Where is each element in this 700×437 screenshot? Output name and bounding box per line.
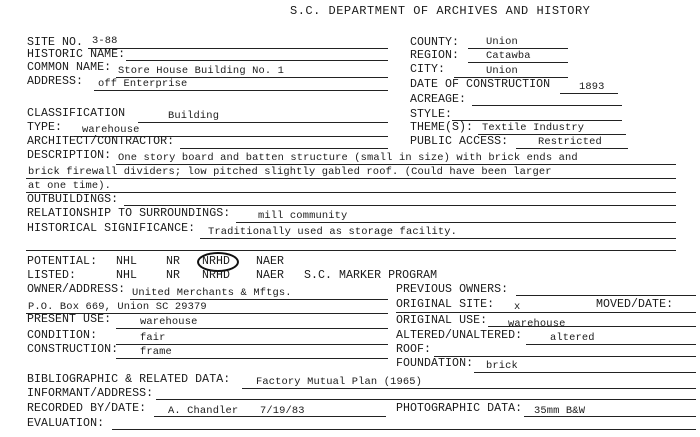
relationship-value: mill community (258, 210, 348, 222)
original-site-label: ORIGINAL SITE: (396, 298, 495, 311)
address-label: ADDRESS: (27, 75, 84, 88)
original-use-label: ORIGINAL USE: (396, 314, 488, 327)
previous-owners-line-2 (396, 312, 696, 313)
foundation-value: brick (486, 360, 518, 372)
date-of-construction-line (560, 93, 618, 94)
county-value: Union (486, 36, 518, 48)
photographic-label: PHOTOGRAPHIC DATA: (396, 402, 523, 415)
informant-label: INFORMANT/ADDRESS: (27, 387, 154, 400)
bibliographic-label: BIBLIOGRAPHIC & RELATED DATA: (27, 373, 231, 386)
agency-header: S.C. DEPARTMENT OF ARCHIVES AND HISTORY (290, 4, 591, 18)
significance-label: HISTORICAL SIGNIFICANCE: (27, 222, 196, 235)
owner-line-2: P.O. Box 669, Union SC 29379 (28, 301, 207, 313)
altered-line (526, 344, 696, 345)
address-value: off Enterprise (98, 78, 188, 90)
address-line (94, 90, 388, 91)
potential-nrhd: NRHD (202, 255, 231, 268)
owner-underline-1 (130, 299, 388, 300)
significance-value: Traditionally used as storage facility. (208, 226, 458, 238)
evaluation-label: EVALUATION: (27, 417, 105, 430)
original-site-value: x (514, 301, 521, 313)
construction-line (116, 358, 388, 359)
previous-owners-line (516, 295, 696, 296)
original-use-value: warehouse (508, 318, 566, 330)
style-line (452, 120, 622, 121)
recorded-date-value: 7/19/83 (260, 405, 305, 417)
description-line-3: at one time). (28, 180, 112, 192)
photographic-value: 35mm B&W (534, 405, 586, 417)
region-line (468, 62, 568, 63)
description-line-1: One story board and batten structure (small in size) with brick ends and (118, 152, 578, 164)
informant-line (156, 399, 696, 400)
site-no-value: 3-88 (92, 35, 118, 47)
significance-line (200, 238, 676, 239)
listed-nr: NR (166, 269, 181, 282)
construction-label: CONSTRUCTION: (27, 343, 119, 356)
present-use-label: PRESENT USE: (27, 313, 112, 326)
acreage-label: ACREAGE: (410, 93, 467, 106)
acreage-line (472, 105, 622, 106)
owner-address-label: OWNER/ADDRESS: (27, 283, 126, 296)
description-line-2: brick firewall dividers; low pitched slightly gabled roof. (Could have been larger (28, 166, 552, 178)
common-name-label: COMMON NAME: (27, 61, 112, 74)
relationship-label: RELATIONSHIP TO SURROUNDINGS: (27, 207, 231, 220)
themes-value: Textile Industry (482, 122, 585, 134)
type-value: warehouse (82, 124, 140, 136)
historic-name-label: HISTORIC NAME: (27, 48, 126, 61)
themes-label: THEME(S): (410, 121, 474, 134)
listed-sc-marker-program: S.C. MARKER PROGRAM (304, 269, 438, 282)
construction-value: frame (140, 346, 172, 358)
roof-label: ROOF: (396, 343, 432, 356)
description-label: DESCRIPTION: (27, 149, 112, 162)
altered-label: ALTERED/UNALTERED: (396, 329, 523, 342)
condition-label: CONDITION: (27, 329, 98, 342)
site-no-label: SITE NO. (27, 36, 84, 49)
city-label: CITY: (410, 63, 446, 76)
altered-value: altered (550, 332, 595, 344)
potential-nr: NR (166, 255, 181, 268)
architect-line (180, 148, 388, 149)
description-underline-1 (116, 164, 676, 165)
classification-line (138, 122, 388, 123)
foundation-line (474, 372, 696, 373)
evaluation-line (112, 429, 696, 430)
owner-line-1: United Merchants & Mftgs. (132, 287, 292, 299)
historic-name-line (126, 60, 388, 61)
listed-naer: NAER (256, 269, 285, 282)
listed-nhl: NHL (116, 269, 138, 282)
outbuildings-label: OUTBUILDINGS: (27, 193, 119, 206)
architect-label: ARCHITECT/CONTRACTOR: (27, 135, 175, 148)
photographic-line (524, 416, 696, 417)
classification-label: CLASSIFICATION (27, 107, 126, 120)
moved-date-label: MOVED/DATE: (596, 298, 674, 311)
listed-label: LISTED: (27, 269, 77, 282)
outbuildings-line (124, 205, 676, 206)
city-value: Union (486, 65, 518, 77)
public-access-line (516, 148, 628, 149)
condition-line (116, 344, 388, 345)
condition-value: fair (140, 332, 166, 344)
recorded-by-label: RECORDED BY/DATE: (27, 402, 147, 415)
bibliographic-value: Factory Mutual Plan (1965) (256, 376, 423, 388)
potential-label: POTENTIAL: (27, 255, 98, 268)
potential-naer: NAER (256, 255, 285, 268)
style-label: STYLE: (410, 108, 453, 121)
description-underline-2 (26, 178, 676, 179)
recorded-by-line (154, 416, 386, 417)
relationship-line (236, 222, 676, 223)
date-of-construction-value: 1893 (579, 81, 605, 93)
section-divider (26, 250, 676, 251)
description-underline-3 (26, 192, 676, 193)
county-label: COUNTY: (410, 36, 460, 49)
type-label: TYPE: (27, 121, 63, 134)
bibliographic-line (242, 388, 696, 389)
previous-owners-label: PREVIOUS OWNERS: (396, 283, 509, 296)
potential-nhl: NHL (116, 255, 138, 268)
public-access-label: PUBLIC ACCESS: (410, 135, 509, 148)
date-of-construction-label: DATE OF CONSTRUCTION (410, 78, 551, 91)
roof-line (434, 356, 696, 357)
classification-value: Building (168, 110, 220, 122)
foundation-label: FOUNDATION: (396, 357, 474, 370)
present-use-value: warehouse (140, 316, 198, 328)
present-use-line (116, 328, 388, 329)
site-no-line (88, 48, 388, 49)
region-label: REGION: (410, 49, 460, 62)
original-use-line (488, 326, 696, 327)
county-line (468, 48, 568, 49)
region-value: Catawba (486, 50, 531, 62)
common-name-value: Store House Building No. 1 (118, 65, 285, 77)
recorded-by-value: A. Chandler (168, 405, 239, 417)
public-access-value: Restricted (538, 136, 602, 148)
listed-nrhd: NRHD (202, 269, 231, 282)
